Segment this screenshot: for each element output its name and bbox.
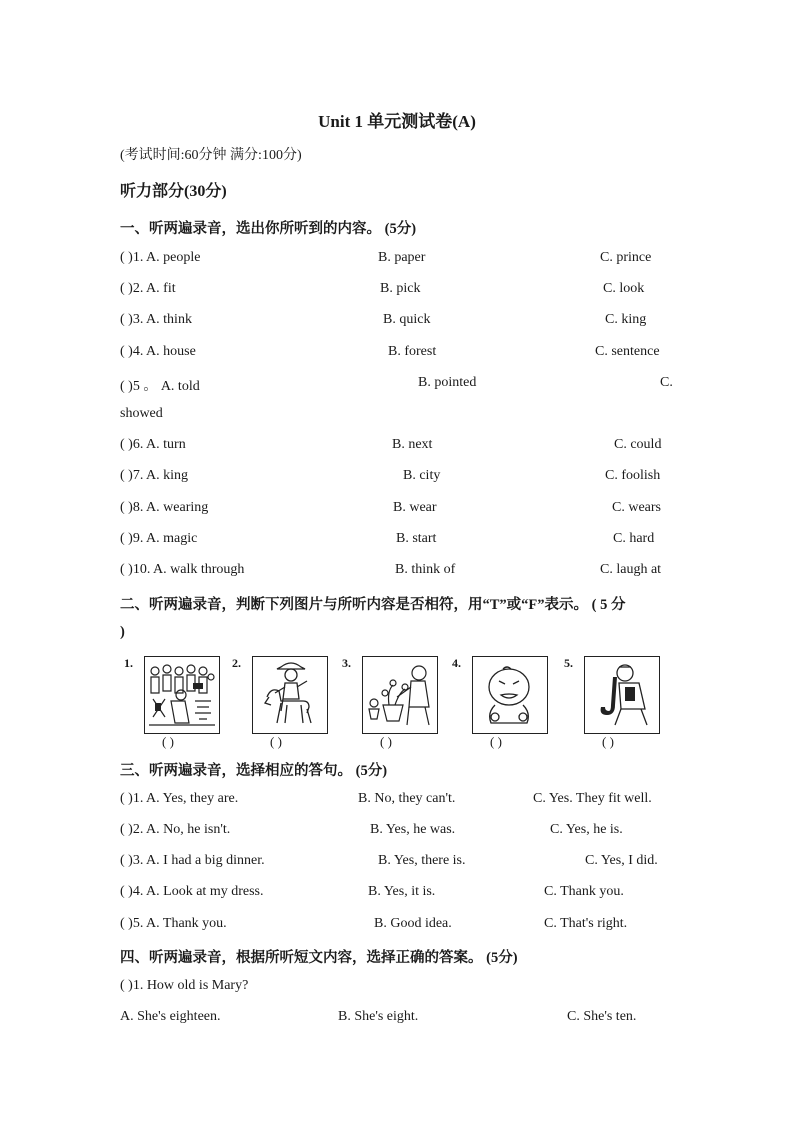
section4-heading: 四、听两遍录音，根据所听短文内容，选择正确的答案。 (5分) [120, 950, 518, 966]
s1-q3-option-b: B. quick [383, 312, 431, 327]
saxophone-player-picture-icon [584, 656, 660, 734]
s1-q2-option-b: B. pick [380, 281, 421, 296]
s1-q5-option-a: ( )5 。 A. told [120, 379, 200, 394]
s1-q10-option-a: ( )10. A. walk through [120, 562, 245, 577]
s1-q4-option-b: B. forest [388, 344, 437, 359]
picture-4-answer-blank: ( ) [490, 734, 502, 749]
s3-q2-option-b: B. Yes, he was. [370, 822, 456, 837]
section2-heading-wrap: ) [120, 624, 125, 640]
s3-q3-option-c: C. Yes, I did. [585, 853, 658, 868]
picture-row [120, 650, 680, 755]
s1-q10-option-b: B. think of [395, 562, 456, 577]
crying-baby-picture-icon [472, 656, 548, 734]
s3-q3-option-b: B. Yes, there is. [378, 853, 466, 868]
s3-q5-option-b: B. Good idea. [374, 916, 452, 931]
s1-q7-option-b: B. city [403, 468, 441, 483]
picture-3-number: 3. [342, 656, 351, 670]
s1-q4-option-a: ( )4. A. house [120, 344, 196, 359]
s1-q9-option-b: B. start [396, 531, 437, 546]
s4-q1-option-a: A. She's eighteen. [120, 1009, 221, 1024]
s1-q10-option-c: C. laugh at [600, 562, 662, 577]
s1-q1-option-c: C. prince [600, 250, 652, 265]
picture-2-number: 2. [232, 656, 241, 670]
s1-q4-option-c: C. sentence [595, 344, 660, 359]
s1-q8-option-b: B. wear [393, 500, 437, 515]
picture-2-answer-blank: ( ) [270, 734, 282, 749]
s1-q8-option-c: C. wears [612, 500, 661, 515]
s1-q2-option-c: C. look [603, 281, 645, 296]
crowd-picture-icon [144, 656, 220, 734]
picture-3-answer-blank: ( ) [380, 734, 392, 749]
s3-q3-option-a: ( )3. A. I had a big dinner. [120, 853, 265, 868]
picture-1-number: 1. [124, 656, 133, 670]
s1-q9-option-a: ( )9. A. magic [120, 531, 198, 546]
s1-q5-wrap: showed [120, 406, 163, 421]
exam-meta: (考试时间:60分钟 满分:100分) [120, 148, 302, 163]
flower-planting-picture-icon [362, 656, 438, 734]
s1-q1-option-a: ( )1. A. people [120, 250, 201, 265]
s1-q1-option-b: B. paper [378, 250, 426, 265]
s1-q7-option-a: ( )7. A. king [120, 468, 189, 483]
s1-q6-option-c: C. could [614, 437, 662, 452]
s3-q4-option-b: B. Yes, it is. [368, 884, 436, 899]
s4-q1-text: ( )1. How old is Mary? [120, 978, 249, 993]
s1-q2-option-a: ( )2. A. fit [120, 281, 176, 296]
s3-q2-option-c: C. Yes, he is. [550, 822, 623, 837]
s3-q1-option-c: C. Yes. They fit well. [533, 791, 652, 806]
s1-q3-option-a: ( )3. A. think [120, 312, 192, 327]
picture-1-answer-blank: ( ) [162, 734, 174, 749]
s1-q8-option-a: ( )8. A. wearing [120, 500, 209, 515]
section3-heading: 三、听两遍录音，选择相应的答句。 (5分) [120, 763, 388, 779]
section2-heading: 二、听两遍录音，判断下列图片与所听内容是否相符，用“T”或“F”表示。 ( 5 分 [120, 597, 626, 613]
picture-4-number: 4. [452, 656, 461, 670]
s3-q2-option-a: ( )2. A. No, he isn't. [120, 822, 231, 837]
s1-q6-option-a: ( )6. A. turn [120, 437, 186, 452]
picture-5-number: 5. [564, 656, 573, 670]
s1-q6-option-b: B. next [392, 437, 433, 452]
horse-rider-picture-icon [252, 656, 328, 734]
picture-5-answer-blank: ( ) [602, 734, 614, 749]
s3-q4-option-a: ( )4. A. Look at my dress. [120, 884, 264, 899]
s3-q5-option-c: C. That's right. [544, 916, 628, 931]
section1-heading: 一、听两遍录音，选出你所听到的内容。 (5分) [120, 221, 417, 237]
s3-q1-option-a: ( )1. A. Yes, they are. [120, 791, 239, 806]
s1-q7-option-c: C. foolish [605, 468, 661, 483]
s4-q1-option-c: C. She's ten. [567, 1009, 637, 1024]
s4-q1-option-b: B. She's eight. [338, 1009, 419, 1024]
s1-q9-option-c: C. hard [613, 531, 655, 546]
s3-q5-option-a: ( )5. A. Thank you. [120, 916, 227, 931]
s3-q1-option-b: B. No, they can't. [358, 791, 456, 806]
s1-q3-option-c: C. king [605, 312, 647, 327]
part-heading: 听力部分(30分) [120, 183, 227, 200]
s3-q4-option-c: C. Thank you. [544, 884, 624, 899]
page-title: Unit 1 单元测试卷(A) [318, 112, 476, 131]
s1-q5-option-c: C. [660, 375, 673, 390]
s1-q5-option-b: B. pointed [418, 375, 477, 390]
